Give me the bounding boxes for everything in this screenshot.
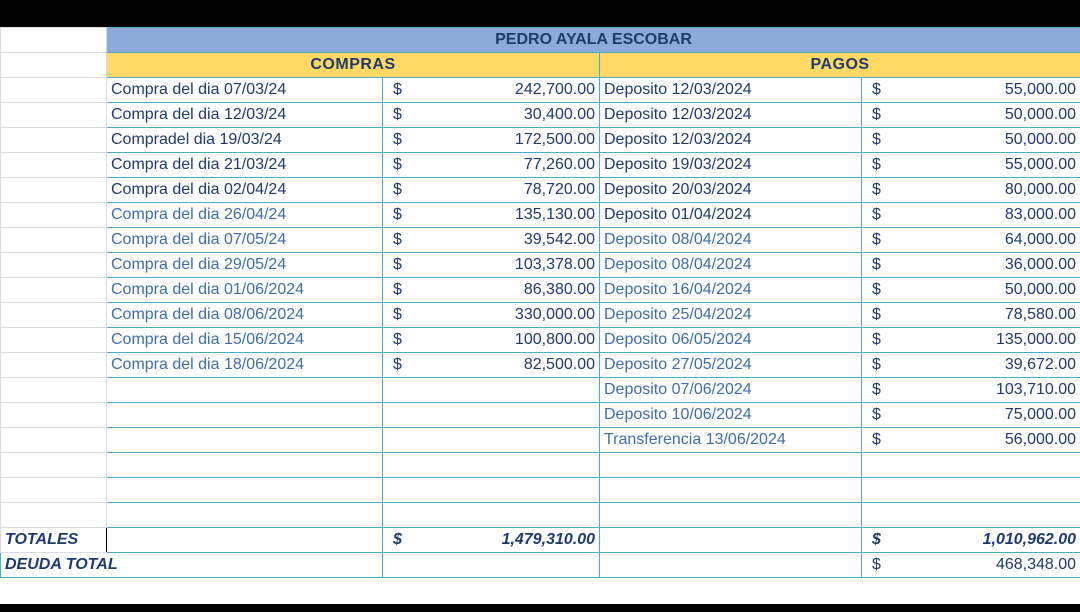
cell[interactable] (1, 353, 107, 378)
compra-amount-cell-content (387, 331, 595, 349)
compra-desc-cell[interactable]: Compra del dia 26/04/24 (107, 203, 383, 228)
compra-desc-cell[interactable] (107, 428, 383, 453)
compra-amount-cell[interactable] (383, 403, 600, 428)
cell[interactable] (1, 428, 107, 453)
pago-desc-cell[interactable]: Deposito 07/06/2024 (600, 378, 862, 403)
amount-value: 83,000.00 (1004, 206, 1077, 223)
table-row (1, 453, 1080, 478)
pago-desc-cell[interactable]: Deposito 12/03/2024 (600, 78, 862, 103)
pago-desc-cell[interactable]: Deposito 27/05/2024 (600, 353, 862, 378)
header-row (1, 53, 1080, 78)
cell[interactable] (1, 503, 107, 528)
currency-symbol: $ (872, 81, 881, 98)
pago-desc-cell[interactable]: Deposito 10/06/2024 (600, 403, 862, 428)
pago-amount-cell-content (866, 206, 1076, 224)
table-row (1, 103, 1080, 128)
amount-value: 242,700.00 (514, 81, 595, 98)
cell[interactable] (1, 478, 107, 503)
pago-desc-cell[interactable]: Deposito 20/03/2024 (600, 178, 862, 203)
pago-desc-cell[interactable]: Deposito 12/03/2024 (600, 103, 862, 128)
amount-value: 103,710.00 (995, 381, 1077, 398)
compra-amount-cell[interactable] (383, 478, 600, 503)
amount-value: 100,800.00 (514, 331, 595, 348)
amount-value: 55,000.00 (1004, 156, 1077, 173)
currency-symbol: $ (872, 156, 881, 173)
cell[interactable] (383, 553, 600, 578)
pago-amount-cell-content (866, 381, 1076, 399)
cell[interactable] (107, 528, 383, 553)
compra-amount-cell-content (387, 231, 595, 249)
compras-header[interactable]: COMPRAS (107, 53, 600, 78)
pago-desc-cell[interactable]: Deposito 01/04/2024 (600, 203, 862, 228)
pago-desc-cell[interactable] (600, 453, 862, 478)
compra-desc-cell[interactable]: Compra del dia 29/05/24 (107, 253, 383, 278)
currency-symbol: $ (872, 106, 881, 123)
deuda-total-label[interactable]: DEUDA TOTAL (1, 553, 383, 578)
table-row (1, 478, 1080, 503)
pago-amount-cell[interactable] (862, 153, 1080, 178)
amount-value: 135,000.00 (995, 331, 1077, 348)
cell[interactable] (1, 253, 107, 278)
deuda-total-cell-content (866, 556, 1076, 574)
cell[interactable] (1, 453, 107, 478)
pago-desc-cell[interactable]: Deposito 25/04/2024 (600, 303, 862, 328)
compra-amount-cell[interactable] (383, 453, 600, 478)
pago-amount-cell[interactable] (862, 178, 1080, 203)
pago-desc-cell[interactable]: Deposito 12/03/2024 (600, 128, 862, 153)
pago-amount-cell-content (866, 181, 1076, 199)
pago-desc-cell[interactable]: Deposito 06/05/2024 (600, 328, 862, 353)
compra-desc-cell[interactable] (107, 378, 383, 403)
amount-value: 50,000.00 (1004, 131, 1077, 148)
currency-symbol: $ (393, 181, 402, 198)
compra-desc-cell[interactable]: Compra del dia 21/03/24 (107, 153, 383, 178)
compra-desc-cell[interactable]: Compra del dia 18/06/2024 (107, 353, 383, 378)
pago-amount-cell-content (866, 356, 1076, 374)
compra-amount-cell-content (387, 81, 595, 99)
compra-desc-cell[interactable] (107, 403, 383, 428)
amount-value: 56,000.00 (1004, 431, 1077, 448)
compra-amount-cell[interactable] (383, 128, 600, 153)
compra-amount-cell[interactable] (383, 503, 600, 528)
currency-symbol: $ (872, 281, 881, 298)
table-row (1, 428, 1080, 453)
currency-symbol: $ (393, 331, 402, 348)
currency-symbol: $ (872, 181, 881, 198)
pago-amount-cell[interactable] (862, 228, 1080, 253)
compra-amount-cell[interactable] (383, 153, 600, 178)
amount-value: 64,000.00 (1004, 231, 1077, 248)
compra-desc-cell[interactable]: Compra del dia 08/06/2024 (107, 303, 383, 328)
pago-amount-cell-content (866, 406, 1076, 424)
table-row (1, 128, 1080, 153)
window-bottom-edge (0, 604, 1080, 612)
pago-amount-cell-content (866, 431, 1076, 449)
currency-symbol: $ (393, 81, 402, 98)
table-row (1, 228, 1080, 253)
pago-desc-cell[interactable] (600, 478, 862, 503)
deuda-row (1, 553, 1080, 578)
compra-amount-cell[interactable] (383, 328, 600, 353)
amount-value: 39,542.00 (523, 231, 595, 248)
pago-amount-cell[interactable] (862, 503, 1080, 528)
compra-desc-cell[interactable] (107, 478, 383, 503)
compra-desc-cell[interactable]: Compra del dia 12/03/24 (107, 103, 383, 128)
currency-symbol: $ (872, 256, 881, 273)
title-row (1, 28, 1080, 53)
amount-value: 50,000.00 (1004, 281, 1077, 298)
currency-symbol: $ (393, 206, 402, 223)
currency-symbol: $ (872, 381, 881, 398)
cell[interactable] (1, 103, 107, 128)
deuda-total-cell[interactable] (862, 553, 1080, 578)
compra-desc-cell[interactable]: Compra del dia 07/03/24 (107, 78, 383, 103)
pago-amount-cell[interactable] (862, 278, 1080, 303)
pago-amount-cell-content (866, 306, 1076, 324)
cell[interactable] (600, 553, 862, 578)
cell[interactable] (1, 178, 107, 203)
pago-amount-cell-content (866, 106, 1076, 124)
compra-amount-cell-content (387, 306, 595, 324)
pago-desc-cell[interactable]: Deposito 08/04/2024 (600, 253, 862, 278)
amount-value: 39,672.00 (1004, 356, 1077, 373)
pago-amount-cell-content (866, 331, 1076, 349)
totals-row (1, 528, 1080, 553)
cell[interactable] (1, 78, 107, 103)
compra-amount-cell-content (387, 206, 595, 224)
cell[interactable] (600, 528, 862, 553)
amount-value: 330,000.00 (514, 306, 595, 323)
pago-amount-cell[interactable] (862, 403, 1080, 428)
currency-symbol: $ (393, 231, 402, 248)
compra-desc-cell[interactable]: Compradel dia 19/03/24 (107, 128, 383, 153)
table-row (1, 178, 1080, 203)
cell[interactable] (1, 278, 107, 303)
amount-value: 36,000.00 (1004, 256, 1077, 273)
cell[interactable] (1, 53, 107, 78)
currency-symbol: $ (872, 356, 881, 373)
pago-amount-cell-content (866, 231, 1076, 249)
compra-desc-cell[interactable]: Compra del dia 15/06/2024 (107, 328, 383, 353)
compra-desc-cell[interactable]: Compra del dia 01/06/2024 (107, 278, 383, 303)
pago-amount-cell[interactable] (862, 128, 1080, 153)
compra-desc-cell[interactable] (107, 453, 383, 478)
pago-desc-cell[interactable] (600, 503, 862, 528)
pagos-header[interactable]: PAGOS (600, 53, 1080, 78)
pago-amount-cell[interactable] (862, 478, 1080, 503)
compra-amount-cell[interactable] (383, 303, 600, 328)
pago-amount-cell[interactable] (862, 428, 1080, 453)
compra-amount-cell[interactable] (383, 78, 600, 103)
pago-desc-cell[interactable]: Deposito 19/03/2024 (600, 153, 862, 178)
compra-amount-cell-content (387, 256, 595, 274)
currency-symbol: $ (872, 406, 881, 423)
cell[interactable] (1, 153, 107, 178)
amount-value: 468,348.00 (995, 556, 1077, 573)
pago-amount-cell-content (866, 256, 1076, 274)
compra-amount-cell-content (387, 281, 595, 299)
table-row (1, 328, 1080, 353)
table-row (1, 78, 1080, 103)
currency-symbol: $ (393, 531, 402, 548)
total-compras-cell[interactable] (383, 528, 600, 553)
amount-value: 50,000.00 (1004, 106, 1077, 123)
cell[interactable] (1, 228, 107, 253)
currency-symbol: $ (393, 131, 402, 148)
table-row (1, 278, 1080, 303)
currency-symbol: $ (872, 331, 881, 348)
currency-symbol: $ (872, 431, 881, 448)
pago-desc-cell[interactable]: Deposito 16/04/2024 (600, 278, 862, 303)
amount-value: 78,580.00 (1004, 306, 1077, 323)
pago-amount-cell[interactable] (862, 303, 1080, 328)
compra-amount-cell[interactable] (383, 378, 600, 403)
currency-symbol: $ (393, 156, 402, 173)
amount-value: 1,010,962.00 (982, 531, 1077, 548)
pago-amount-cell-content (866, 156, 1076, 174)
compra-amount-cell[interactable] (383, 228, 600, 253)
amount-value: 75,000.00 (1004, 406, 1077, 423)
amount-value: 55,000.00 (1004, 81, 1077, 98)
compra-amount-cell[interactable] (383, 428, 600, 453)
amount-value: 77,260.00 (523, 156, 595, 173)
pago-amount-cell[interactable] (862, 203, 1080, 228)
cell[interactable] (1, 328, 107, 353)
total-pagos-cell[interactable] (862, 528, 1080, 553)
compra-desc-cell[interactable]: Compra del dia 02/04/24 (107, 178, 383, 203)
amount-value: 82,500.00 (523, 356, 595, 373)
compra-amount-cell-content (387, 106, 595, 124)
pago-amount-cell[interactable] (862, 453, 1080, 478)
amount-value: 80,000.00 (1004, 181, 1077, 198)
currency-symbol: $ (393, 356, 402, 373)
table-row (1, 153, 1080, 178)
pago-amount-cell[interactable] (862, 253, 1080, 278)
currency-symbol: $ (393, 256, 402, 273)
table-row (1, 353, 1080, 378)
compra-desc-cell[interactable] (107, 503, 383, 528)
currency-symbol: $ (872, 531, 881, 548)
compra-amount-cell[interactable] (383, 278, 600, 303)
amount-value: 135,130.00 (514, 206, 595, 223)
total-compras-cell-content (387, 531, 595, 549)
table-row (1, 378, 1080, 403)
table-row (1, 203, 1080, 228)
pago-amount-cell[interactable] (862, 353, 1080, 378)
cell[interactable] (1, 303, 107, 328)
pago-amount-cell[interactable] (862, 378, 1080, 403)
pago-amount-cell-content (866, 81, 1076, 99)
compra-amount-cell[interactable] (383, 103, 600, 128)
pago-desc-cell[interactable]: Deposito 08/04/2024 (600, 228, 862, 253)
compra-amount-cell-content (387, 131, 595, 149)
cell[interactable] (1, 128, 107, 153)
currency-symbol: $ (872, 131, 881, 148)
currency-symbol: $ (393, 306, 402, 323)
pago-amount-cell[interactable] (862, 78, 1080, 103)
total-pagos-cell-content (866, 531, 1076, 549)
compra-desc-cell[interactable]: Compra del dia 07/05/24 (107, 228, 383, 253)
amount-value: 86,380.00 (523, 281, 595, 298)
amount-value: 172,500.00 (514, 131, 595, 148)
currency-symbol: $ (872, 231, 881, 248)
cell[interactable] (1, 403, 107, 428)
currency-symbol: $ (393, 281, 402, 298)
compra-amount-cell[interactable] (383, 203, 600, 228)
cell[interactable] (1, 378, 107, 403)
currency-symbol: $ (393, 106, 402, 123)
amount-value: 30,400.00 (523, 106, 595, 123)
cell[interactable] (1, 28, 107, 53)
pago-amount-cell-content (866, 131, 1076, 149)
compra-amount-cell-content (387, 181, 595, 199)
amount-value: 103,378.00 (514, 256, 595, 273)
table-row (1, 253, 1080, 278)
amount-value: 1,479,310.00 (501, 531, 595, 548)
spreadsheet (0, 27, 1080, 604)
amount-value: 78,720.00 (523, 181, 595, 198)
totales-label[interactable]: TOTALES (1, 528, 107, 553)
table-row (1, 303, 1080, 328)
currency-symbol: $ (872, 556, 881, 573)
currency-symbol: $ (872, 306, 881, 323)
compra-amount-cell[interactable] (383, 253, 600, 278)
ledger-table (0, 27, 1080, 578)
table-row (1, 403, 1080, 428)
currency-symbol: $ (872, 206, 881, 223)
table-row (1, 503, 1080, 528)
pago-desc-cell[interactable]: Transferencia 13/06/2024 (600, 428, 862, 453)
sheet-title[interactable]: PEDRO AYALA ESCOBAR (107, 28, 1080, 53)
compra-amount-cell[interactable] (383, 353, 600, 378)
pago-amount-cell[interactable] (862, 328, 1080, 353)
compra-amount-cell-content (387, 356, 595, 374)
cell[interactable] (1, 203, 107, 228)
compra-amount-cell[interactable] (383, 178, 600, 203)
compra-amount-cell-content (387, 156, 595, 174)
pago-amount-cell-content (866, 281, 1076, 299)
pago-amount-cell[interactable] (862, 103, 1080, 128)
